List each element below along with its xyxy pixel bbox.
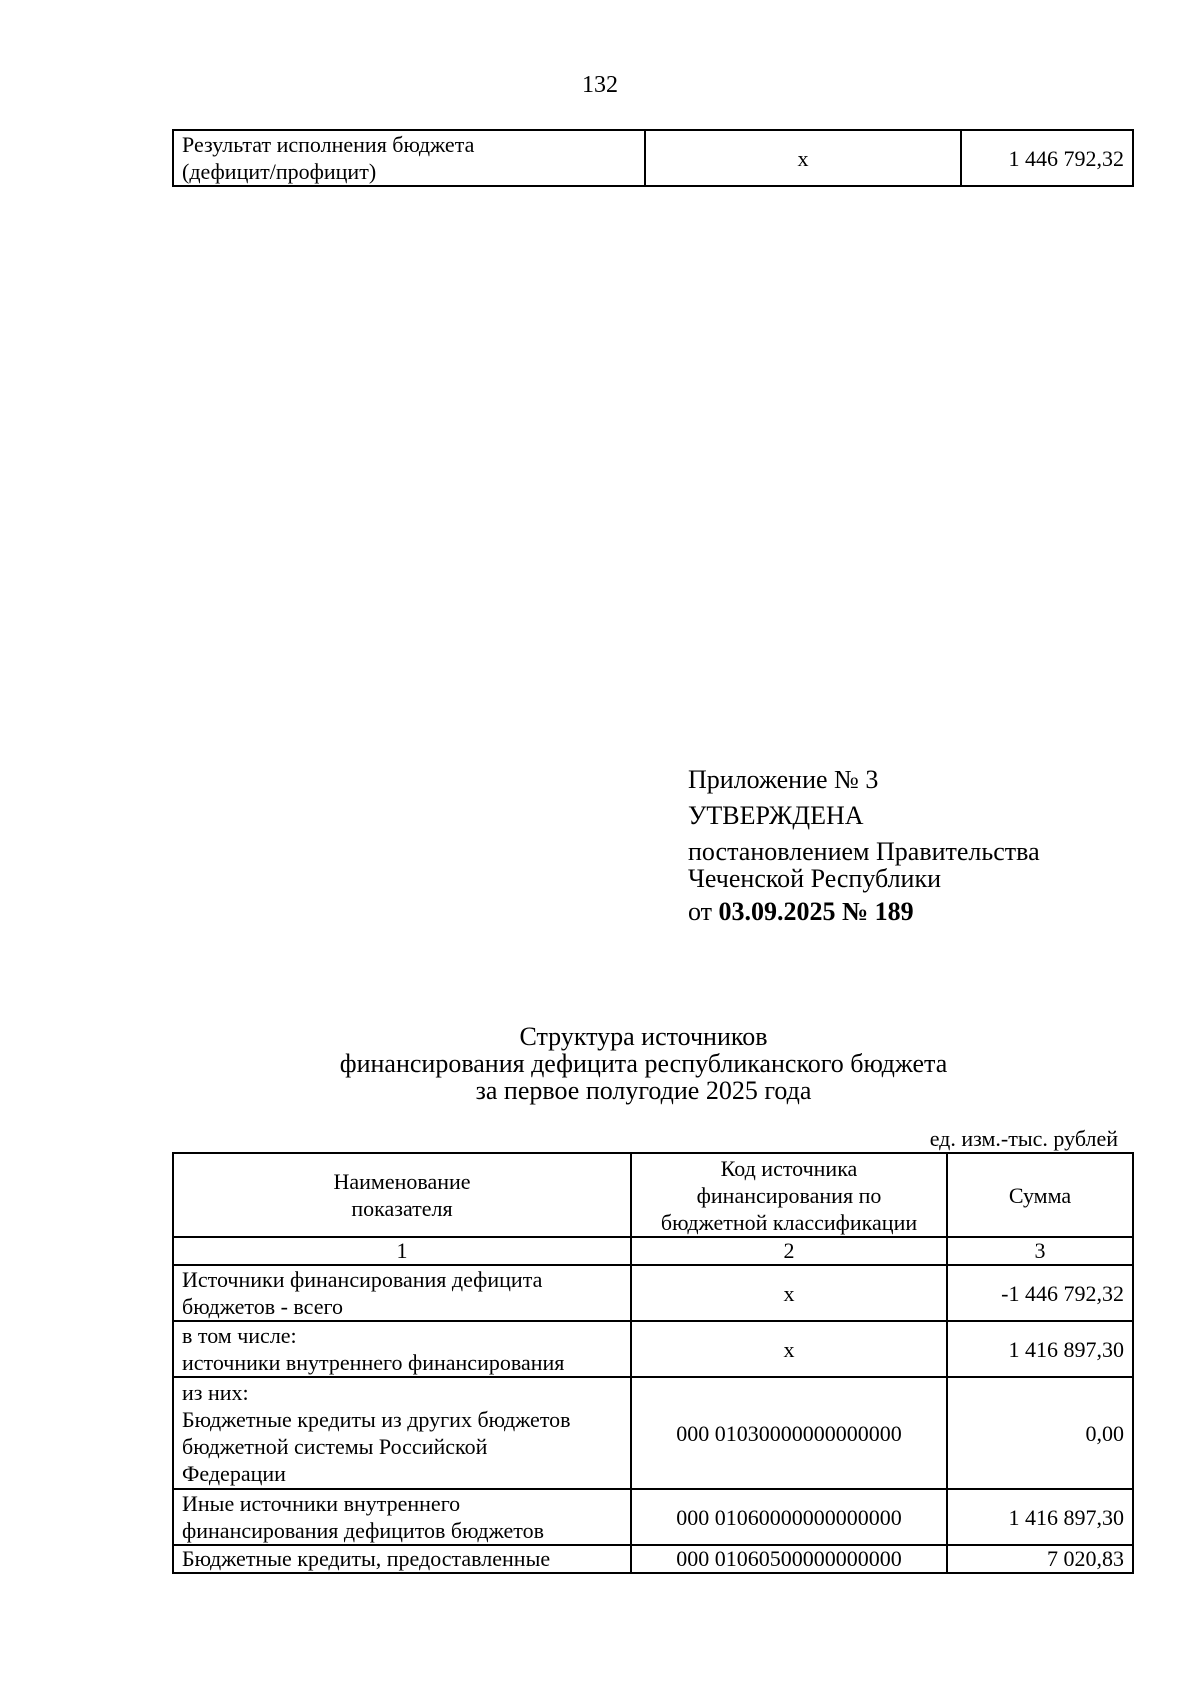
- table-row: [173, 1377, 1133, 1489]
- header-line: Наименование: [333, 1169, 471, 1194]
- row-name-line: из них:: [182, 1380, 249, 1405]
- result-label-line: Результат исполнения бюджета: [182, 132, 475, 157]
- units-note: ед. изм.-тыс. рублей: [929, 1126, 1118, 1151]
- row-amount: 0,00: [947, 1377, 1133, 1489]
- row-name-line: финансирования дефицитов бюджетов: [182, 1518, 545, 1543]
- budget-result-table: [172, 129, 1134, 187]
- table-row: [173, 130, 1133, 186]
- row-name: [173, 1265, 631, 1321]
- header-name: [173, 1153, 631, 1237]
- row-code: 000 01030000000000000: [631, 1377, 947, 1489]
- row-name: Бюджетные кредиты, предоставленные: [173, 1545, 631, 1573]
- table-row: [173, 1489, 1133, 1545]
- row-name: [173, 1321, 631, 1377]
- appendix-label: Приложение № 3: [688, 765, 879, 794]
- result-label-line: (дефицит/профицит): [182, 159, 377, 184]
- table-header-row: [173, 1153, 1133, 1237]
- approved-by-line: постановлением Правительства: [688, 837, 1040, 866]
- deficit-sources-table: [172, 1152, 1134, 1574]
- row-code: 000 01060500000000000: [631, 1545, 947, 1573]
- decree-date-prefix: от: [688, 897, 719, 926]
- table-row: [173, 1321, 1133, 1377]
- row-name: [173, 1377, 631, 1489]
- title-line: финансирования дефицита республиканского бюджета: [339, 1049, 948, 1078]
- row-name-line: Источники финансирования дефицита: [182, 1267, 543, 1292]
- page-number: 132: [582, 72, 618, 98]
- table-row: [173, 1265, 1133, 1321]
- row-amount: 1 416 897,30: [947, 1489, 1133, 1545]
- header-sum: Сумма: [947, 1153, 1133, 1237]
- row-name-line: Иные источники внутреннего: [182, 1491, 461, 1516]
- title-line: Структура источников: [519, 1022, 768, 1051]
- row-name-line: Федерации: [182, 1461, 286, 1486]
- column-number: 1: [173, 1237, 631, 1265]
- approved-label: УТВЕРЖДЕНА: [688, 801, 864, 830]
- row-name: [173, 1489, 631, 1545]
- result-amount-cell: 1 446 792,32: [961, 130, 1133, 186]
- header-code: [631, 1153, 947, 1237]
- row-code: x: [631, 1265, 947, 1321]
- decree-number: 03.09.2025 № 189: [718, 897, 914, 926]
- row-code: 000 01060000000000000: [631, 1489, 947, 1545]
- column-number: 3: [947, 1237, 1133, 1265]
- result-label-cell: [173, 130, 645, 186]
- header-line: показателя: [351, 1196, 453, 1221]
- row-amount: 7 020,83: [947, 1545, 1133, 1573]
- header-line: Код источника: [720, 1155, 858, 1181]
- title-line: за первое полугодие 2025 года: [475, 1076, 812, 1105]
- approval-stamp: [688, 765, 1168, 927]
- row-name-line: бюджетной системы Российской: [182, 1434, 488, 1459]
- row-amount: -1 446 792,32: [947, 1265, 1133, 1321]
- row-name-line: источники внутреннего финансирования: [182, 1350, 565, 1375]
- row-name-line: в том числе:: [182, 1323, 297, 1348]
- result-code-cell: x: [645, 130, 961, 186]
- table-row: [173, 1545, 1133, 1573]
- decree-date: [688, 897, 1168, 927]
- row-name-line: Бюджетные кредиты из других бюджетов: [182, 1407, 571, 1432]
- row-name-line: бюджетов - всего: [182, 1294, 343, 1319]
- column-number: 2: [631, 1237, 947, 1265]
- document-title: [0, 1023, 1200, 1104]
- column-number-row: [173, 1237, 1133, 1265]
- header-line: финансирования по: [696, 1182, 882, 1208]
- row-code: x: [631, 1321, 947, 1377]
- header-line: бюджетной классификации: [660, 1209, 918, 1235]
- row-amount: 1 416 897,30: [947, 1321, 1133, 1377]
- approved-by-line: Чеченской Республики: [688, 864, 942, 893]
